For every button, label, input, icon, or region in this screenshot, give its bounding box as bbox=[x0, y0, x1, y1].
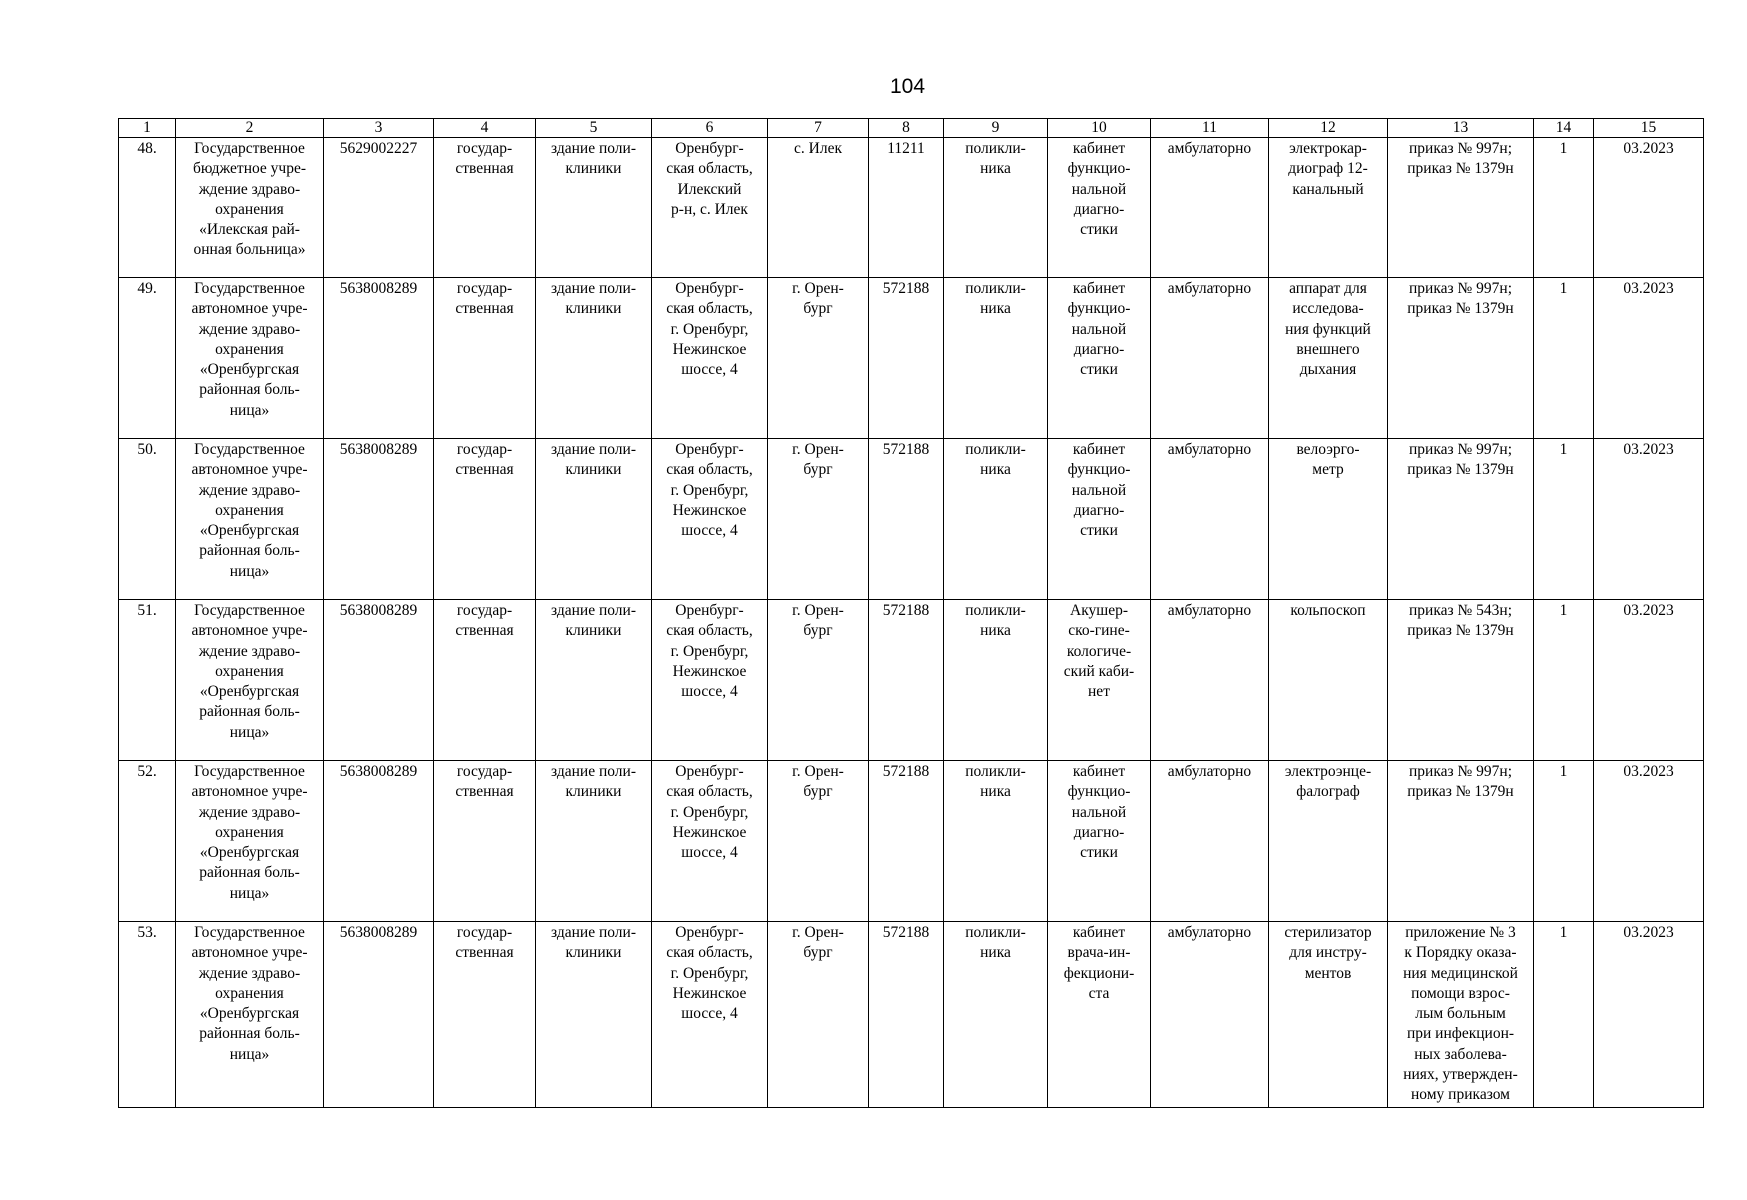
cell-line: автономное учре- bbox=[191, 944, 308, 962]
cell-line: ница» bbox=[229, 1045, 270, 1063]
cell-line: Оренбург- bbox=[675, 602, 744, 619]
cell-line: кабинет bbox=[1072, 140, 1126, 157]
cell-line: приказ № 1379н bbox=[1407, 300, 1514, 318]
cell-ownership bbox=[434, 761, 536, 922]
cell-ownership bbox=[434, 600, 536, 761]
cell-line: нет bbox=[1088, 683, 1110, 701]
cell-line: ственная bbox=[455, 300, 514, 318]
cell-line: Государственное bbox=[194, 280, 305, 297]
cell-line: ская область, bbox=[666, 300, 753, 318]
table-row bbox=[119, 922, 1704, 1108]
cell-line: ному приказом bbox=[1411, 1086, 1510, 1104]
cell-equipment bbox=[1269, 439, 1388, 600]
cell-line: диагно- bbox=[1073, 340, 1125, 358]
cell-line: ская область, bbox=[666, 622, 753, 640]
cell-line: шоссе, 4 bbox=[681, 522, 738, 540]
cell-line: г. Оренбург, bbox=[670, 964, 749, 982]
cell-line: ница» bbox=[229, 562, 270, 580]
cell-line: клиники bbox=[565, 622, 622, 640]
cell-line: Оренбург- bbox=[675, 140, 744, 157]
cell-quantity: 1 bbox=[1534, 761, 1594, 922]
cell-line: нальной bbox=[1071, 180, 1127, 198]
cell-line: охранения bbox=[215, 501, 284, 519]
cell-line: приказ № 997н; bbox=[1408, 441, 1513, 458]
cell-line: поликли- bbox=[965, 441, 1026, 458]
cell-line: Государственное bbox=[194, 441, 305, 458]
cell-line: с. Илек bbox=[794, 140, 842, 157]
cell-ownership bbox=[434, 138, 536, 278]
cell-building bbox=[536, 439, 652, 600]
cell-line: ждение здраво- bbox=[198, 803, 301, 821]
cell-address bbox=[652, 138, 768, 278]
cell-line: клиники bbox=[565, 300, 622, 318]
cell-line: государ- bbox=[456, 924, 513, 941]
cell-line: кабинет bbox=[1072, 441, 1126, 458]
cell-line: ждение здраво- bbox=[198, 320, 301, 338]
cell-line: ждение здраво- bbox=[198, 964, 301, 982]
cell-locality bbox=[768, 439, 869, 600]
cell-organization bbox=[176, 922, 324, 1108]
cell-line: здание поли- bbox=[551, 763, 636, 780]
cell-line: лым больным bbox=[1415, 1005, 1506, 1023]
cell-line: бург bbox=[803, 461, 833, 479]
cell-number: 50. bbox=[119, 439, 176, 600]
cell-line: охранения bbox=[215, 200, 284, 218]
cell-line: охранения bbox=[215, 984, 284, 1002]
cell-line: ская область, bbox=[666, 944, 753, 962]
cell-line: поликли- bbox=[965, 280, 1026, 297]
cell-line: Нежинское bbox=[672, 340, 747, 358]
column-header: 9 bbox=[944, 119, 1048, 138]
cell-line: поликли- bbox=[965, 924, 1026, 941]
cell-inn: 5638008289 bbox=[324, 922, 434, 1108]
cell-line: нальной bbox=[1071, 481, 1127, 499]
cell-line: здание поли- bbox=[551, 280, 636, 297]
cell-line: ника bbox=[980, 160, 1011, 178]
cell-line: государ- bbox=[456, 602, 513, 619]
cell-code: 572188 bbox=[869, 600, 944, 761]
cell-room bbox=[1048, 600, 1151, 761]
cell-line: Оренбург- bbox=[675, 763, 744, 780]
table-body bbox=[119, 138, 1704, 1108]
cell-line: государ- bbox=[456, 763, 513, 780]
table-row bbox=[119, 600, 1704, 761]
cell-line: г. Оренбург, bbox=[670, 320, 749, 338]
cell-line: Акушер- bbox=[1070, 602, 1128, 619]
column-header: 14 bbox=[1534, 119, 1594, 138]
cell-line: приказ № 1379н bbox=[1407, 783, 1514, 801]
cell-line: здание поли- bbox=[551, 140, 636, 157]
cell-equipment bbox=[1269, 278, 1388, 439]
cell-line: кабинет bbox=[1072, 763, 1126, 780]
column-header: 1 bbox=[119, 119, 176, 138]
cell-line: нальной bbox=[1071, 320, 1127, 338]
cell-line: Оренбург- bbox=[675, 924, 744, 941]
cell-line: ных заболева- bbox=[1414, 1045, 1507, 1063]
cell-inn: 5638008289 bbox=[324, 278, 434, 439]
cell-line: стерилизатор bbox=[1284, 924, 1372, 941]
cell-line: г. Орен- bbox=[792, 602, 844, 619]
cell-line: ния медицинской bbox=[1403, 964, 1518, 982]
cell-line: охранения bbox=[215, 662, 284, 680]
cell-organization bbox=[176, 278, 324, 439]
cell-line: приказ № 997н; bbox=[1408, 280, 1513, 297]
cell-line: ника bbox=[980, 783, 1011, 801]
cell-line: г. Орен- bbox=[792, 924, 844, 941]
cell-line: при инфекцион- bbox=[1406, 1025, 1515, 1043]
cell-line: ственная bbox=[455, 622, 514, 640]
cell-code: 572188 bbox=[869, 922, 944, 1108]
cell-line: электроэнце- bbox=[1284, 763, 1372, 780]
cell-line: онная больница» bbox=[193, 241, 306, 259]
cell-line: г. Орен- bbox=[792, 441, 844, 458]
cell-line: кабинет bbox=[1072, 280, 1126, 297]
cell-line: ственная bbox=[455, 461, 514, 479]
cell-quantity: 1 bbox=[1534, 138, 1594, 278]
cell-line: Нежинское bbox=[672, 501, 747, 519]
cell-date: 03.2023 bbox=[1594, 600, 1704, 761]
cell-line: функцио- bbox=[1067, 783, 1131, 801]
column-header: 13 bbox=[1388, 119, 1534, 138]
cell-line: Нежинское bbox=[672, 984, 747, 1002]
cell-line: ская область, bbox=[666, 160, 753, 178]
cell-line: автономное учре- bbox=[191, 300, 308, 318]
cell-line: приказ № 997н; bbox=[1408, 763, 1513, 780]
cell-line: кабинет bbox=[1072, 924, 1126, 941]
cell-line: Государственное bbox=[194, 602, 305, 619]
cell-line: приказ № 1379н bbox=[1407, 461, 1514, 479]
cell-address bbox=[652, 439, 768, 600]
cell-line: Оренбург- bbox=[675, 280, 744, 297]
cell-line: ждение здраво- bbox=[198, 180, 301, 198]
cell-code: 11211 bbox=[869, 138, 944, 278]
cell-line: ница» bbox=[229, 884, 270, 902]
cell-line: нальной bbox=[1071, 803, 1127, 821]
cell-line: аппарат для bbox=[1289, 280, 1367, 297]
cell-line: Государственное bbox=[194, 924, 305, 941]
cell-line: здание поли- bbox=[551, 602, 636, 619]
cell-line: ждение здраво- bbox=[198, 481, 301, 499]
cell-basis bbox=[1388, 439, 1534, 600]
cell-line: г. Оренбург, bbox=[670, 642, 749, 660]
cell-organization bbox=[176, 600, 324, 761]
cell-line: стики bbox=[1080, 844, 1118, 862]
column-header: 2 bbox=[176, 119, 324, 138]
cell-line: ский каби- bbox=[1063, 662, 1135, 680]
cell-line: шоссе, 4 bbox=[681, 844, 738, 862]
cell-line: функцио- bbox=[1067, 300, 1131, 318]
cell-equipment bbox=[1269, 138, 1388, 278]
cell-line: ника bbox=[980, 622, 1011, 640]
cell-line: функцио- bbox=[1067, 160, 1131, 178]
cell-organization bbox=[176, 138, 324, 278]
cell-line: г. Орен- bbox=[792, 763, 844, 780]
cell-line: поликли- bbox=[965, 140, 1026, 157]
cell-ownership bbox=[434, 922, 536, 1108]
cell-line: ница» bbox=[229, 401, 270, 419]
cell-number: 53. bbox=[119, 922, 176, 1108]
cell-line: для инстру- bbox=[1289, 944, 1367, 962]
cell-date: 03.2023 bbox=[1594, 761, 1704, 922]
cell-line: клиники bbox=[565, 461, 622, 479]
cell-line: Илекский bbox=[677, 180, 742, 198]
cell-room bbox=[1048, 439, 1151, 600]
cell-room bbox=[1048, 138, 1151, 278]
cell-line: фекциони- bbox=[1063, 964, 1135, 982]
equipment-registry-table bbox=[118, 118, 1704, 1108]
cell-line: государ- bbox=[456, 441, 513, 458]
cell-line: охранения bbox=[215, 340, 284, 358]
cell-line: кологиче- bbox=[1066, 642, 1132, 660]
cell-quantity: 1 bbox=[1534, 600, 1594, 761]
cell-code: 572188 bbox=[869, 439, 944, 600]
table-row bbox=[119, 439, 1704, 600]
cell-line: здание поли- bbox=[551, 441, 636, 458]
cell-line: ника bbox=[980, 944, 1011, 962]
cell-address bbox=[652, 278, 768, 439]
cell-conditions: амбулаторно bbox=[1151, 138, 1269, 278]
cell-line: р-н, с. Илек bbox=[671, 200, 748, 218]
cell-conditions: амбулаторно bbox=[1151, 600, 1269, 761]
cell-conditions: амбулаторно bbox=[1151, 278, 1269, 439]
cell-line: районная боль- bbox=[199, 1025, 300, 1043]
cell-line: районная боль- bbox=[199, 703, 300, 721]
cell-line: диагно- bbox=[1073, 200, 1125, 218]
cell-line: бюджетное учре- bbox=[192, 160, 307, 178]
column-header: 11 bbox=[1151, 119, 1269, 138]
cell-line: исследова- bbox=[1292, 300, 1364, 318]
header-row bbox=[119, 119, 1704, 138]
cell-line: диагно- bbox=[1073, 823, 1125, 841]
cell-line: районная боль- bbox=[199, 864, 300, 882]
cell-ownership bbox=[434, 439, 536, 600]
cell-line: ника bbox=[980, 300, 1011, 318]
cell-line: Нежинское bbox=[672, 823, 747, 841]
column-header: 10 bbox=[1048, 119, 1151, 138]
cell-line: приложение № 3 bbox=[1405, 924, 1516, 941]
cell-line: г. Орен- bbox=[792, 280, 844, 297]
cell-line: приказ № 543н; bbox=[1408, 602, 1513, 619]
cell-line: ста bbox=[1088, 984, 1110, 1002]
cell-line: Оренбург- bbox=[675, 441, 744, 458]
cell-room bbox=[1048, 761, 1151, 922]
cell-quantity: 1 bbox=[1534, 439, 1594, 600]
cell-line: шоссе, 4 bbox=[681, 361, 738, 379]
column-header: 8 bbox=[869, 119, 944, 138]
cell-line: автономное учре- bbox=[191, 622, 308, 640]
column-header: 12 bbox=[1269, 119, 1388, 138]
cell-quantity: 1 bbox=[1534, 922, 1594, 1108]
cell-organization bbox=[176, 761, 324, 922]
table-row bbox=[119, 138, 1704, 278]
cell-line: «Оренбургская bbox=[199, 522, 300, 540]
cell-inn: 5629002227 bbox=[324, 138, 434, 278]
cell-basis bbox=[1388, 138, 1534, 278]
cell-address bbox=[652, 761, 768, 922]
cell-basis bbox=[1388, 278, 1534, 439]
cell-line: ментов bbox=[1304, 964, 1352, 982]
cell-line: клиники bbox=[565, 944, 622, 962]
cell-line: г. Оренбург, bbox=[670, 803, 749, 821]
cell-equipment bbox=[1269, 761, 1388, 922]
cell-ownership bbox=[434, 278, 536, 439]
column-header: 5 bbox=[536, 119, 652, 138]
cell-number: 49. bbox=[119, 278, 176, 439]
cell-inn: 5638008289 bbox=[324, 761, 434, 922]
cell-line: клиники bbox=[565, 783, 622, 801]
cell-line: автономное учре- bbox=[191, 461, 308, 479]
cell-line: ская область, bbox=[666, 461, 753, 479]
cell-line: метр bbox=[1312, 461, 1344, 479]
cell-line: «Оренбургская bbox=[199, 1005, 300, 1023]
cell-line: кольпоскоп bbox=[1290, 602, 1366, 619]
cell-line: дыхания bbox=[1299, 361, 1357, 379]
cell-line: клиники bbox=[565, 160, 622, 178]
cell-locality bbox=[768, 138, 869, 278]
cell-locality bbox=[768, 278, 869, 439]
cell-line: поликли- bbox=[965, 763, 1026, 780]
cell-line: районная боль- bbox=[199, 542, 300, 560]
cell-room bbox=[1048, 278, 1151, 439]
cell-building bbox=[536, 138, 652, 278]
cell-line: автономное учре- bbox=[191, 783, 308, 801]
cell-line: к Порядку оказа- bbox=[1404, 944, 1517, 962]
cell-line: Нежинское bbox=[672, 662, 747, 680]
cell-code: 572188 bbox=[869, 761, 944, 922]
cell-line: велоэрго- bbox=[1296, 441, 1360, 458]
cell-date: 03.2023 bbox=[1594, 278, 1704, 439]
cell-line: приказ № 1379н bbox=[1407, 160, 1514, 178]
cell-locality bbox=[768, 922, 869, 1108]
column-header: 4 bbox=[434, 119, 536, 138]
cell-line: поликли- bbox=[965, 602, 1026, 619]
cell-line: ско-гине- bbox=[1068, 622, 1130, 640]
cell-conditions: амбулаторно bbox=[1151, 761, 1269, 922]
cell-division bbox=[944, 138, 1048, 278]
cell-address bbox=[652, 922, 768, 1108]
cell-line: ниях, утвержден- bbox=[1403, 1066, 1518, 1084]
cell-line: охранения bbox=[215, 823, 284, 841]
cell-division bbox=[944, 761, 1048, 922]
cell-line: врача-ин- bbox=[1067, 944, 1131, 962]
cell-division bbox=[944, 439, 1048, 600]
cell-building bbox=[536, 922, 652, 1108]
cell-line: бург bbox=[803, 300, 833, 318]
cell-equipment bbox=[1269, 600, 1388, 761]
cell-date: 03.2023 bbox=[1594, 439, 1704, 600]
cell-line: ственная bbox=[455, 160, 514, 178]
cell-quantity: 1 bbox=[1534, 278, 1594, 439]
cell-line: стики bbox=[1080, 522, 1118, 540]
cell-line: бург bbox=[803, 944, 833, 962]
cell-line: электрокар- bbox=[1289, 140, 1367, 157]
cell-division bbox=[944, 600, 1048, 761]
cell-conditions: амбулаторно bbox=[1151, 439, 1269, 600]
cell-line: Государственное bbox=[194, 140, 305, 157]
cell-room bbox=[1048, 922, 1151, 1108]
column-header: 6 bbox=[652, 119, 768, 138]
cell-line: ственная bbox=[455, 783, 514, 801]
cell-line: районная боль- bbox=[199, 381, 300, 399]
cell-address bbox=[652, 600, 768, 761]
cell-building bbox=[536, 600, 652, 761]
cell-line: ния функций bbox=[1285, 320, 1371, 338]
cell-line: здание поли- bbox=[551, 924, 636, 941]
cell-basis bbox=[1388, 761, 1534, 922]
cell-basis bbox=[1388, 922, 1534, 1108]
cell-line: ждение здраво- bbox=[198, 642, 301, 660]
cell-inn: 5638008289 bbox=[324, 600, 434, 761]
cell-building bbox=[536, 761, 652, 922]
cell-line: г. Оренбург, bbox=[670, 481, 749, 499]
cell-organization bbox=[176, 439, 324, 600]
cell-locality bbox=[768, 600, 869, 761]
cell-inn: 5638008289 bbox=[324, 439, 434, 600]
cell-division bbox=[944, 278, 1048, 439]
cell-line: бург bbox=[803, 622, 833, 640]
cell-line: «Оренбургская bbox=[199, 844, 300, 862]
cell-basis bbox=[1388, 600, 1534, 761]
cell-line: ника bbox=[980, 461, 1011, 479]
cell-line: внешнего bbox=[1296, 340, 1360, 358]
cell-line: «Илекская рай- bbox=[199, 221, 300, 239]
page-number: 104 bbox=[889, 75, 926, 98]
cell-line: ница» bbox=[229, 723, 270, 741]
cell-date: 03.2023 bbox=[1594, 922, 1704, 1108]
column-header: 15 bbox=[1594, 119, 1704, 138]
column-header: 7 bbox=[768, 119, 869, 138]
cell-line: «Оренбургская bbox=[199, 361, 300, 379]
cell-line: функцио- bbox=[1067, 461, 1131, 479]
cell-line: стики bbox=[1080, 361, 1118, 379]
cell-line: канальный bbox=[1292, 180, 1364, 198]
cell-locality bbox=[768, 761, 869, 922]
column-header: 3 bbox=[324, 119, 434, 138]
cell-line: приказ № 997н; bbox=[1408, 140, 1513, 157]
cell-number: 48. bbox=[119, 138, 176, 278]
cell-building bbox=[536, 278, 652, 439]
cell-line: шоссе, 4 bbox=[681, 1005, 738, 1023]
table-row bbox=[119, 278, 1704, 439]
cell-line: фалограф bbox=[1296, 783, 1360, 801]
cell-date: 03.2023 bbox=[1594, 138, 1704, 278]
cell-line: государ- bbox=[456, 280, 513, 297]
cell-number: 52. bbox=[119, 761, 176, 922]
cell-line: стики bbox=[1080, 221, 1118, 239]
cell-line: ственная bbox=[455, 944, 514, 962]
cell-code: 572188 bbox=[869, 278, 944, 439]
cell-line: приказ № 1379н bbox=[1407, 622, 1514, 640]
cell-line: бург bbox=[803, 783, 833, 801]
table-row bbox=[119, 761, 1704, 922]
cell-equipment bbox=[1269, 922, 1388, 1108]
cell-line: государ- bbox=[456, 140, 513, 157]
cell-line: диагно- bbox=[1073, 501, 1125, 519]
cell-line: помощи взрос- bbox=[1411, 984, 1510, 1002]
cell-line: ская область, bbox=[666, 783, 753, 801]
cell-line: Государственное bbox=[194, 763, 305, 780]
cell-line: диограф 12- bbox=[1288, 160, 1368, 178]
cell-conditions: амбулаторно bbox=[1151, 922, 1269, 1108]
cell-division bbox=[944, 922, 1048, 1108]
cell-number: 51. bbox=[119, 600, 176, 761]
cell-line: шоссе, 4 bbox=[681, 683, 738, 701]
cell-line: «Оренбургская bbox=[199, 683, 300, 701]
